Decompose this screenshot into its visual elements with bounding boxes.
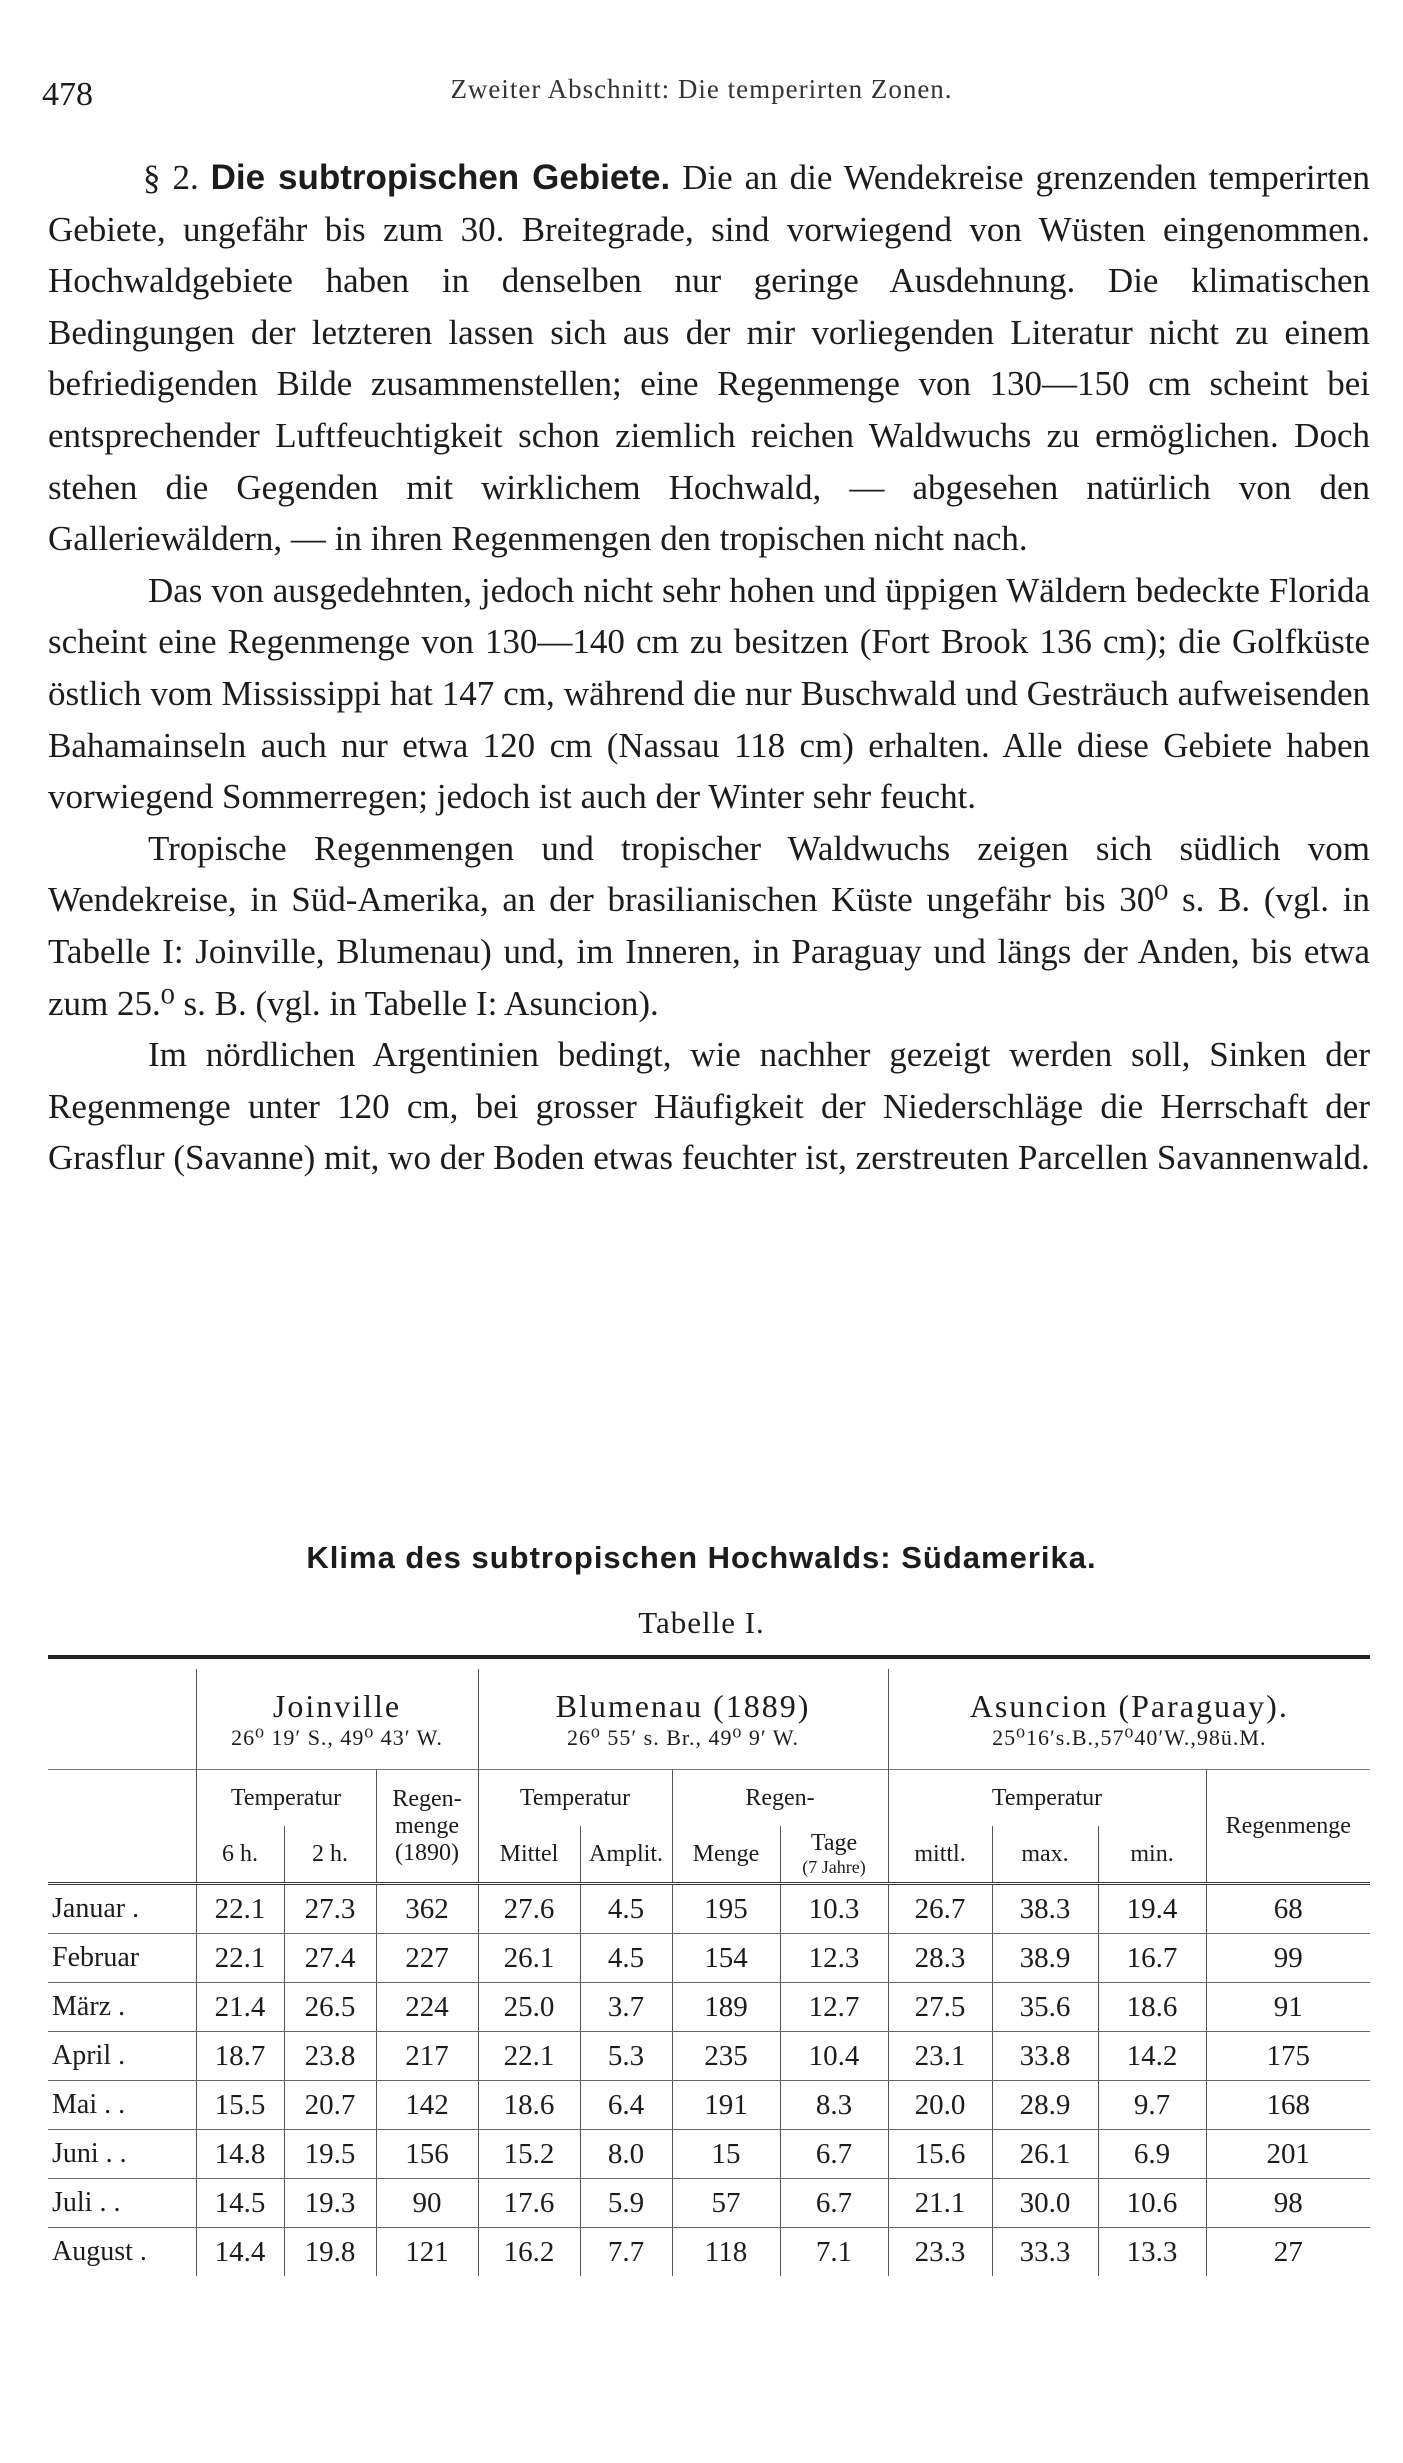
joinville-regenmenge-header: Regen- menge (1890): [376, 1770, 478, 1884]
month-cell: Februar: [48, 1934, 196, 1983]
value-cell: 20.7: [284, 2081, 376, 2130]
value-cell: 99: [1206, 1934, 1370, 1983]
value-cell: 18.7: [196, 2032, 284, 2081]
value-cell: 16.7: [1098, 1934, 1206, 1983]
value-cell: 27.4: [284, 1934, 376, 1983]
value-cell: 191: [672, 2081, 780, 2130]
value-cell: 16.2: [478, 2228, 580, 2277]
paragraph-2: Das von ausgedehnten, jedoch nicht sehr hohen und üppigen Wäldern bedeckte Florida scheint eine Regenmenge von 130—140 cm zu besitzen (Fort Brook 136 cm); die Golfküste östlich vom Mississippi hat 147 cm, während die nur Buschwald und Gesträuch aufweisenden Bahamainseln auch nur etwa 120 cm (Nassau 118 cm) erhalten. Alle diese Gebiete haben vorwiegend Sommerregen; jedoch ist auch der Winter sehr feucht.: [48, 570, 1370, 817]
value-cell: 201: [1206, 2130, 1370, 2179]
value-cell: 27.6: [478, 1884, 580, 1934]
value-cell: 57: [672, 2179, 780, 2228]
header-min: min.: [1098, 1826, 1206, 1884]
value-cell: 22.1: [478, 2032, 580, 2081]
paragraph-1-text: Die an die Wendekreise grenzenden temperirten Gebiete, ungefähr bis zum 30. Breitegrade, sind vorwiegend von Wüsten eingenommen. Hochwaldgebiete haben in denselben nur geringe Ausdehnung. Die klimatischen Bedingungen der letzteren lassen sich aus der mir vorliegenden Literatur nicht zu einem befriedigenden Bilde zusammenstellen; eine Regenmenge von 130—150 cm scheint bei entsprechender Luftfeuchtigkeit schon ziemlich reichen Waldwuchs zu ermöglichen. Doch stehen die Gegenden mit wirklichem Hochwald, — abgesehen natürlich von den Galleriewäldern, — in ihren Regenmengen den tropischen nicht nach.: [48, 158, 1371, 559]
value-cell: 142: [376, 2081, 478, 2130]
value-cell: 26.1: [478, 1934, 580, 1983]
value-cell: 175: [1206, 2032, 1370, 2081]
value-cell: 21.1: [888, 2179, 992, 2228]
table-row: [48, 1934, 1370, 1983]
month-cell: April .: [48, 2032, 196, 2081]
value-cell: 30.0: [992, 2179, 1098, 2228]
header-mittel: Mittel: [478, 1826, 580, 1884]
value-cell: 19.5: [284, 2130, 376, 2179]
value-cell: 27.3: [284, 1884, 376, 1934]
value-cell: 15.2: [478, 2130, 580, 2179]
value-cell: 20.0: [888, 2081, 992, 2130]
joinville-temperatur-header: Temperatur: [196, 1770, 376, 1827]
value-cell: 3.7: [580, 1983, 672, 2032]
header-mittl: mittl.: [888, 1826, 992, 1884]
body-text: [48, 152, 1370, 1184]
value-cell: 10.6: [1098, 2179, 1206, 2228]
running-head: [0, 70, 1403, 113]
value-cell: 68: [1206, 1884, 1370, 1934]
climate-table-wrapper: [48, 1655, 1370, 2276]
value-cell: 6.9: [1098, 2130, 1206, 2179]
table-row: [48, 1983, 1370, 2032]
header-max: max.: [992, 1826, 1098, 1884]
value-cell: 90: [376, 2179, 478, 2228]
section-mark: § 2.: [143, 158, 199, 197]
table-body: [48, 1884, 1370, 2277]
month-cell: März .: [48, 1983, 196, 2032]
value-cell: 23.8: [284, 2032, 376, 2081]
value-cell: 19.8: [284, 2228, 376, 2277]
value-cell: 27: [1206, 2228, 1370, 2277]
value-cell: 23.1: [888, 2032, 992, 2081]
climate-table: [48, 1669, 1370, 2276]
value-cell: 19.4: [1098, 1884, 1206, 1934]
month-cell: August .: [52, 2236, 147, 2267]
value-cell: 5.3: [580, 2032, 672, 2081]
value-cell: 13.3: [1098, 2228, 1206, 2277]
value-cell: 4.5: [580, 1934, 672, 1983]
value-cell: 6.4: [580, 2081, 672, 2130]
value-cell: 227: [376, 1934, 478, 1983]
value-cell: 38.3: [992, 1884, 1098, 1934]
value-cell: 8.3: [780, 2081, 888, 2130]
value-cell: 9.7: [1098, 2081, 1206, 2130]
value-cell: 10.3: [780, 1884, 888, 1934]
paragraph-3: Tropische Regenmengen und tropischer Waldwuchs zeigen sich südlich vom Wendekreise, in Süd-Amerika, an der brasilianischen Küste ungefähr bis 30⁰ s. B. (vgl. in Tabelle I: Joinville, Blumenau) und, im Inneren, in Paraguay und längs der Anden, bis etwa zum 25.⁰ s. B. (vgl. in Tabelle I: Asuncion).: [48, 828, 1370, 1023]
header-row-1: [48, 1770, 1370, 1827]
asuncion-temperatur-header: Temperatur: [888, 1770, 1206, 1827]
table-row: [48, 2081, 1370, 2130]
table-title: Klima des subtropischen Hochwalds: Südamerika.: [306, 1540, 1097, 1575]
value-cell: 5.9: [580, 2179, 672, 2228]
value-cell: 14.2: [1098, 2032, 1206, 2081]
page-number: 478: [42, 76, 93, 113]
table-row: [48, 2228, 1370, 2277]
value-cell: 195: [672, 1884, 780, 1934]
table-top-rule: [48, 1655, 1370, 1659]
value-cell: 156: [376, 2130, 478, 2179]
value-cell: 27.5: [888, 1983, 992, 2032]
value-cell: 168: [1206, 2081, 1370, 2130]
value-cell: 362: [376, 1884, 478, 1934]
month-cell: Mai . .: [48, 2081, 196, 2130]
station-asuncion: Asuncion (Paraguay). 25⁰16′s.B.,57⁰40′W.,98ü.M.: [888, 1669, 1370, 1770]
station-joinville: Joinville 26⁰ 19′ S., 49⁰ 43′ W.: [196, 1669, 478, 1770]
table-row: [48, 2130, 1370, 2179]
value-cell: 18.6: [478, 2081, 580, 2130]
value-cell: 35.6: [992, 1983, 1098, 2032]
value-cell: 6.7: [780, 2179, 888, 2228]
value-cell: 6.7: [780, 2130, 888, 2179]
value-cell: 22.1: [196, 1884, 284, 1934]
month-cell: Juli . .: [48, 2179, 196, 2228]
value-cell: 224: [376, 1983, 478, 2032]
table-row: [48, 2179, 1370, 2228]
value-cell: 7.1: [780, 2228, 888, 2277]
value-cell: 22.1: [196, 1934, 284, 1983]
value-cell: 26.1: [992, 2130, 1098, 2179]
value-cell: 7.7: [580, 2228, 672, 2277]
value-cell: 33.3: [992, 2228, 1098, 2277]
value-cell: 10.4: [780, 2032, 888, 2081]
table-label: Tabelle I.: [638, 1605, 765, 1640]
empty-corner: [48, 1669, 196, 1770]
value-cell: 15: [672, 2130, 780, 2179]
value-cell: 14.4: [196, 2228, 284, 2277]
header-row-2: [48, 1826, 1370, 1884]
value-cell: 12.7: [780, 1983, 888, 2032]
value-cell: 14.5: [196, 2179, 284, 2228]
value-cell: 38.9: [992, 1934, 1098, 1983]
value-cell: 14.8: [196, 2130, 284, 2179]
value-cell: 21.4: [196, 1983, 284, 2032]
value-cell: 25.0: [478, 1983, 580, 2032]
running-title: Zweiter Abschnitt: Die temperirten Zonen.: [450, 74, 953, 104]
value-cell: 8.0: [580, 2130, 672, 2179]
value-cell: 118: [672, 2228, 780, 2277]
value-cell: 33.8: [992, 2032, 1098, 2081]
value-cell: 15.6: [888, 2130, 992, 2179]
value-cell: 91: [1206, 1983, 1370, 2032]
header-6h: 6 h.: [196, 1826, 284, 1884]
value-cell: 19.3: [284, 2179, 376, 2228]
value-cell: 28.3: [888, 1934, 992, 1983]
value-cell: 154: [672, 1934, 780, 1983]
header-2h: 2 h.: [284, 1826, 376, 1884]
header-tage: Tage (7 Jahre): [780, 1826, 888, 1884]
value-cell: 26.5: [284, 1983, 376, 2032]
value-cell: 23.3: [888, 2228, 992, 2277]
value-cell: 18.6: [1098, 1983, 1206, 2032]
section-paragraph-1: [48, 152, 1370, 565]
blumenau-regen-header: Regen-: [672, 1770, 888, 1827]
value-cell: 98: [1206, 2179, 1370, 2228]
section-title: Die subtropischen Gebiete.: [210, 158, 671, 197]
station-header-row: [48, 1669, 1370, 1770]
asuncion-regenmenge-header: Regenmenge: [1206, 1770, 1370, 1884]
value-cell: 26.7: [888, 1884, 992, 1934]
value-cell: 189: [672, 1983, 780, 2032]
header-menge: Menge: [672, 1826, 780, 1884]
value-cell: 121: [376, 2228, 478, 2277]
value-cell: 235: [672, 2032, 780, 2081]
table-row: [48, 2032, 1370, 2081]
value-cell: 28.9: [992, 2081, 1098, 2130]
value-cell: 17.6: [478, 2179, 580, 2228]
value-cell: 15.5: [196, 2081, 284, 2130]
header-amplit: Amplit.: [580, 1826, 672, 1884]
station-blumenau: Blumenau (1889) 26⁰ 55′ s. Br., 49⁰ 9′ W.: [478, 1669, 888, 1770]
value-cell: 4.5: [580, 1884, 672, 1934]
table-row: [48, 1884, 1370, 1934]
paragraph-4: Im nördlichen Argentinien bedingt, wie nachher gezeigt werden soll, Sinken der Regenmenge unter 120 cm, bei grosser Häufigkeit der Niederschläge die Herrschaft der Grasflur (Savanne) mit, wo der Boden etwas feuchter ist, zerstreuten Parcellen Savannenwald.: [48, 1035, 1370, 1178]
value-cell: 12.3: [780, 1934, 888, 1983]
month-cell: Januar .: [48, 1884, 196, 1934]
month-cell: Juni . .: [48, 2130, 196, 2179]
value-cell: 217: [376, 2032, 478, 2081]
blumenau-temperatur-header: Temperatur: [478, 1770, 672, 1827]
